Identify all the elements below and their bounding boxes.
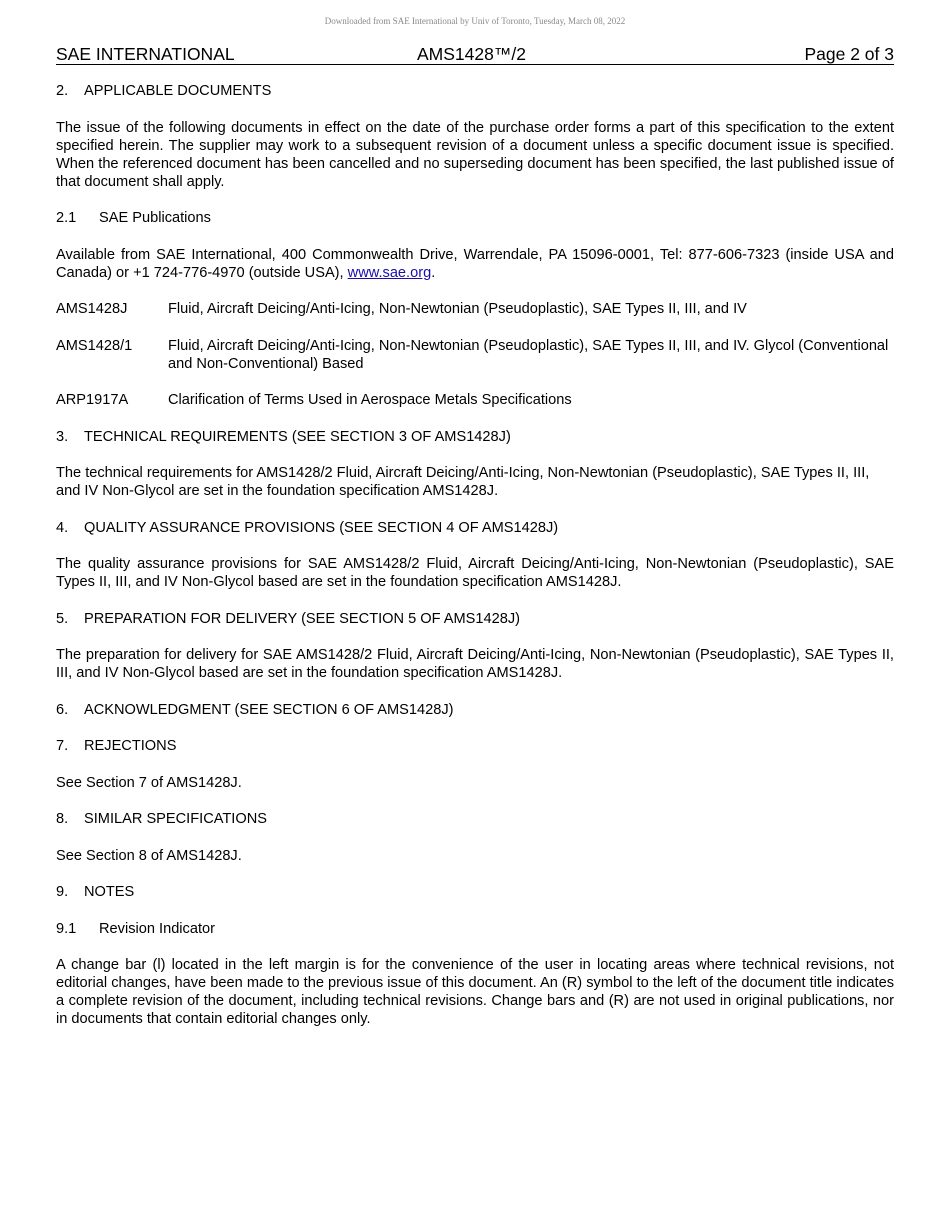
section-9-heading: 9. NOTES (56, 884, 135, 900)
section-8-paragraph: See Section 8 of AMS1428J. (56, 847, 242, 864)
section-2-paragraph: The issue of the following documents in effect on the date of the purchase order forms a part of this specification to the extent specified herein. The supplier may work to a subsequent revision of a document unless a specific document issue is specified. When the referenced document has been cancelled and no superseding document has been specified, the last published issue of that document shall apply. (56, 119, 894, 190)
section-4-paragraph: The quality assurance provisions for SAE AMS1428/2 Fluid, Aircraft Deicing/Anti-Icing, Non-Newtonian (Pseudoplastic), SAE Types II, III, and IV Non-Glycol based are set in the foundation specification AMS1428J. (56, 556, 894, 590)
reference-item (56, 300, 894, 318)
reference-description: Fluid, Aircraft Deicing/Anti-Icing, Non-Newtonian (Pseudoplastic), SAE Types II, III, and IV (168, 301, 747, 317)
sae-website-link[interactable]: www.sae.org (347, 264, 432, 281)
header-page-number: Page 2 of 3 (804, 44, 894, 64)
section-9-1-heading: 9.1 Revision Indicator (56, 920, 215, 937)
section-2-1-heading: 2.1 SAE Publications (56, 210, 211, 226)
reference-item (56, 391, 894, 409)
section-7-paragraph: See Section 7 of AMS1428J. (56, 774, 242, 791)
section-9-1-paragraph: A change bar (l) located in the left margin is for the convenience of the user in locating areas where technical revisions, not editorial changes, have been made to the previous issue of this document. An (R) symbol to the left of the document title indicates a complete revision of the document, including technical revisions. Change bars and (R) are not used in original publications, nor in documents that contain editorial changes only. (56, 957, 894, 1027)
section-5-paragraph: The preparation for delivery for SAE AMS1428/2 Fluid, Aircraft Deicing/Anti-Icing, Non-Newtonian (Pseudoplastic), SAE Types II, III, and IV Non-Glycol based are set in the foundation specification AMS1428J. (56, 647, 894, 681)
section-7-heading: 7. REJECTIONS (56, 738, 177, 754)
reference-description: Clarification of Terms Used in Aerospace Metals Specifications (168, 392, 572, 408)
reference-code: AMS1428J (56, 301, 128, 317)
reference-code: AMS1428/1 (56, 337, 133, 354)
section-2-heading: 2. APPLICABLE DOCUMENTS (56, 83, 272, 99)
reference-description: Fluid, Aircraft Deicing/Anti-Icing, Non-Newtonian (Pseudoplastic), SAE Types II, III, and IV. Glycol (Conventional and Non-Conventional) Based (168, 337, 889, 372)
section-4-heading: 4. QUALITY ASSURANCE PROVISIONS (SEE SECTION 4 OF AMS1428J) (56, 519, 559, 536)
section-8-heading: 8. SIMILAR SPECIFICATIONS (56, 811, 267, 827)
section-2-1-paragraph: Available from SAE International, 400 Commonwealth Drive, Warrendale, PA 15096-0001, Tel: 877-606-7323 (inside USA and Canada) or +1 724-776-4970 (outside USA), www.sae.org. (56, 246, 894, 281)
section-5-heading: 5. PREPARATION FOR DELIVERY (SEE SECTION 5 OF AMS1428J) (56, 610, 521, 627)
header-org: SAE INTERNATIONAL (56, 44, 235, 64)
section-3-paragraph: The technical requirements for AMS1428/2 Fluid, Aircraft Deicing/Anti-Icing, Non-Newtonian (Pseudoplastic), SAE Types II, III, and IV Non-Glycol are set in the foundation specification AMS1428J. (56, 465, 870, 499)
reference-item (56, 337, 894, 373)
page-header (56, 44, 894, 65)
document-body (56, 82, 894, 1047)
download-note: Downloaded from SAE International by Univ of Toronto, Tuesday, March 08, 2022 (324, 16, 626, 26)
section-6-heading: 6. ACKNOWLEDGMENT (SEE SECTION 6 OF AMS1428J) (56, 701, 454, 718)
header-doc-number: AMS1428™/2 (417, 44, 526, 64)
section-3-heading: 3. TECHNICAL REQUIREMENTS (SEE SECTION 3 OF AMS1428J) (56, 428, 511, 445)
reference-code: ARP1917A (56, 392, 129, 408)
